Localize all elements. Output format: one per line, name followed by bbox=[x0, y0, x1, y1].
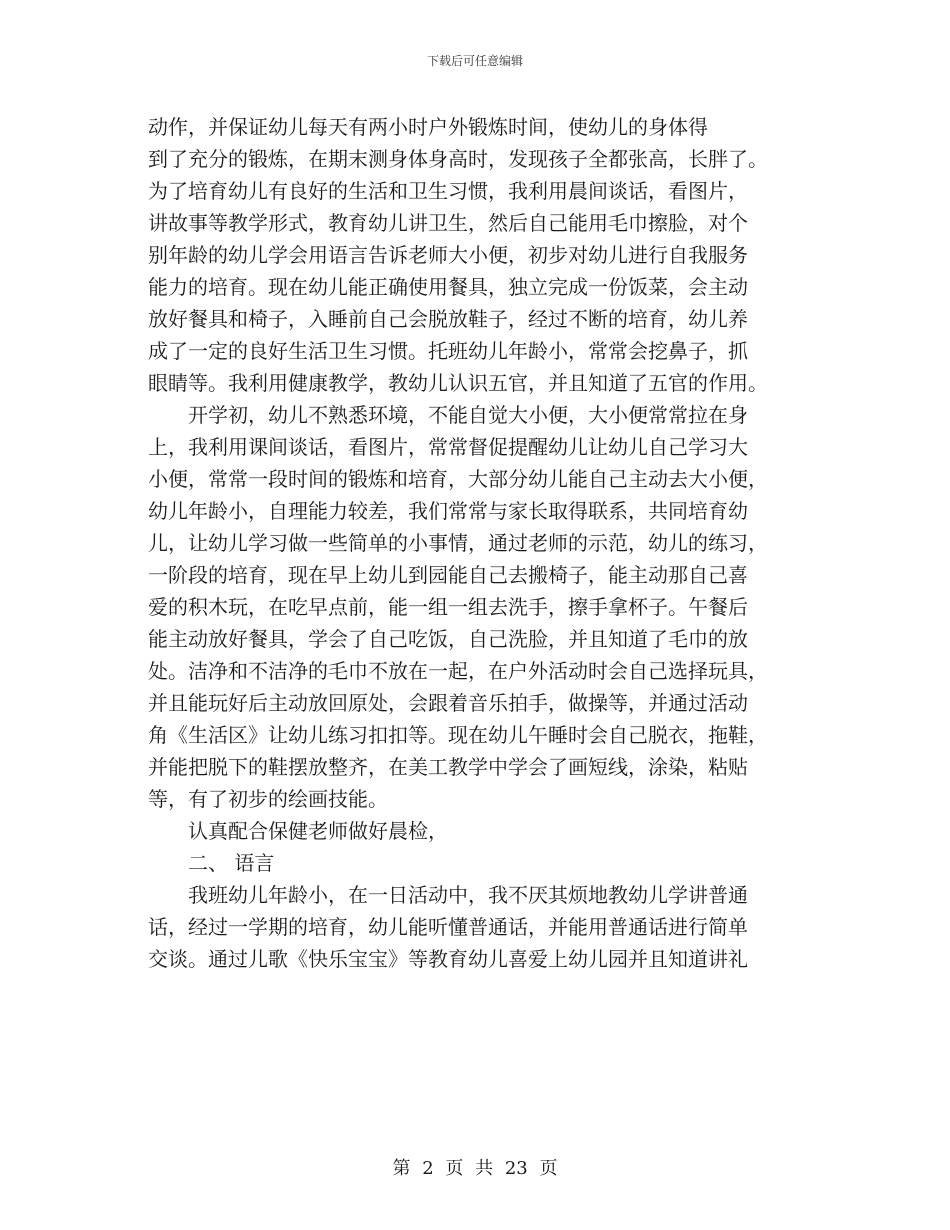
text-line: 话，经过一学期的培育，幼儿能听懂普通话，并能用普通话进行简单 bbox=[148, 915, 748, 939]
text-line: 并且能玩好后主动放回原处，会跟着音乐拍手，做操等，并通过活动 bbox=[148, 691, 748, 715]
document-body bbox=[148, 111, 818, 975]
text-line: 放好餐具和椅子，入睡前自己会脱放鞋子，经过不断的培育，幼儿养 bbox=[148, 307, 748, 331]
text-line: 讲故事等教学形式，教育幼儿讲卫生，然后自己能用毛巾擦脸，对个 bbox=[148, 211, 748, 235]
text-line: 并能把脱下的鞋摆放整齐，在美工教学中学会了画短线，涂染，粘贴 bbox=[148, 755, 748, 779]
text-line: 成了一定的良好生活卫生习惯。托班幼儿年龄小，常常会挖鼻子，抓 bbox=[148, 339, 748, 363]
text-line: 爱的积木玩，在吃早点前，能一组一组去洗手，擦手拿杯子。午餐后 bbox=[148, 595, 748, 619]
text-line: 小便，常常一段时间的锻炼和培育，大部分幼儿能自己主动去大小便， bbox=[148, 467, 768, 491]
text-line: 角《生活区》让幼儿练习扣扣等。现在幼儿午睡时会自己脱衣，拖鞋， bbox=[148, 723, 768, 747]
text-line: 别年龄的幼儿学会用语言告诉老师大小便，初步对幼儿进行自我服务 bbox=[148, 243, 748, 267]
page-footer: 第 2 页 共 23 页 bbox=[392, 1158, 558, 1179]
text-line: 能力的培育。现在幼儿能正确使用餐具，独立完成一份饭菜，会主动 bbox=[148, 275, 748, 299]
text-line: 到了充分的锻炼，在期末测身体身高时，发现孩子全都张高，长胖了。 bbox=[148, 147, 768, 171]
text-line: 动作，并保证幼儿每天有两小时户外锻炼时间，使幼儿的身体得 bbox=[148, 115, 708, 139]
text-line: 处。洁净和不洁净的毛巾不放在一起，在户外活动时会自己选择玩具， bbox=[148, 659, 768, 683]
text-line: 能主动放好餐具，学会了自己吃饭，自己洗脸，并且知道了毛巾的放 bbox=[148, 627, 748, 651]
text-line: 为了培育幼儿有良好的生活和卫生习惯，我利用晨间谈话，看图片， bbox=[148, 179, 748, 203]
text-line: 交谈。通过儿歌《快乐宝宝》等教育幼儿喜爱上幼儿园并且知道讲礼 bbox=[148, 947, 748, 971]
page-header: 下载后可任意编辑 bbox=[426, 54, 523, 68]
text-line: 眼睛等。我利用健康教学，教幼儿认识五官，并且知道了五官的作用。 bbox=[148, 371, 768, 395]
text-line: 儿，让幼儿学习做一些简单的小事情，通过老师的示范，幼儿的练习， bbox=[148, 531, 768, 555]
paragraph-start-line: 认真配合保健老师做好晨检， bbox=[188, 819, 448, 843]
paragraph-start-line: 我班幼儿年龄小，在一日活动中，我不厌其烦地教幼儿学讲普通 bbox=[188, 883, 748, 907]
text-line: 幼儿年龄小，自理能力较差，我们常常与家长取得联系，共同培育幼 bbox=[148, 499, 748, 523]
section-heading: 二、 语言 bbox=[188, 851, 275, 875]
paragraph-start-line: 开学初，幼儿不熟悉环境，不能自觉大小便，大小便常常拉在身 bbox=[188, 403, 748, 427]
text-line: 等，有了初步的绘画技能。 bbox=[148, 787, 388, 811]
text-line: 一阶段的培育，现在早上幼儿到园能自己去搬椅子，能主动那自己喜 bbox=[148, 563, 748, 587]
text-line: 上，我利用课间谈话，看图片，常常督促提醒幼儿让幼儿自己学习大 bbox=[148, 435, 748, 459]
